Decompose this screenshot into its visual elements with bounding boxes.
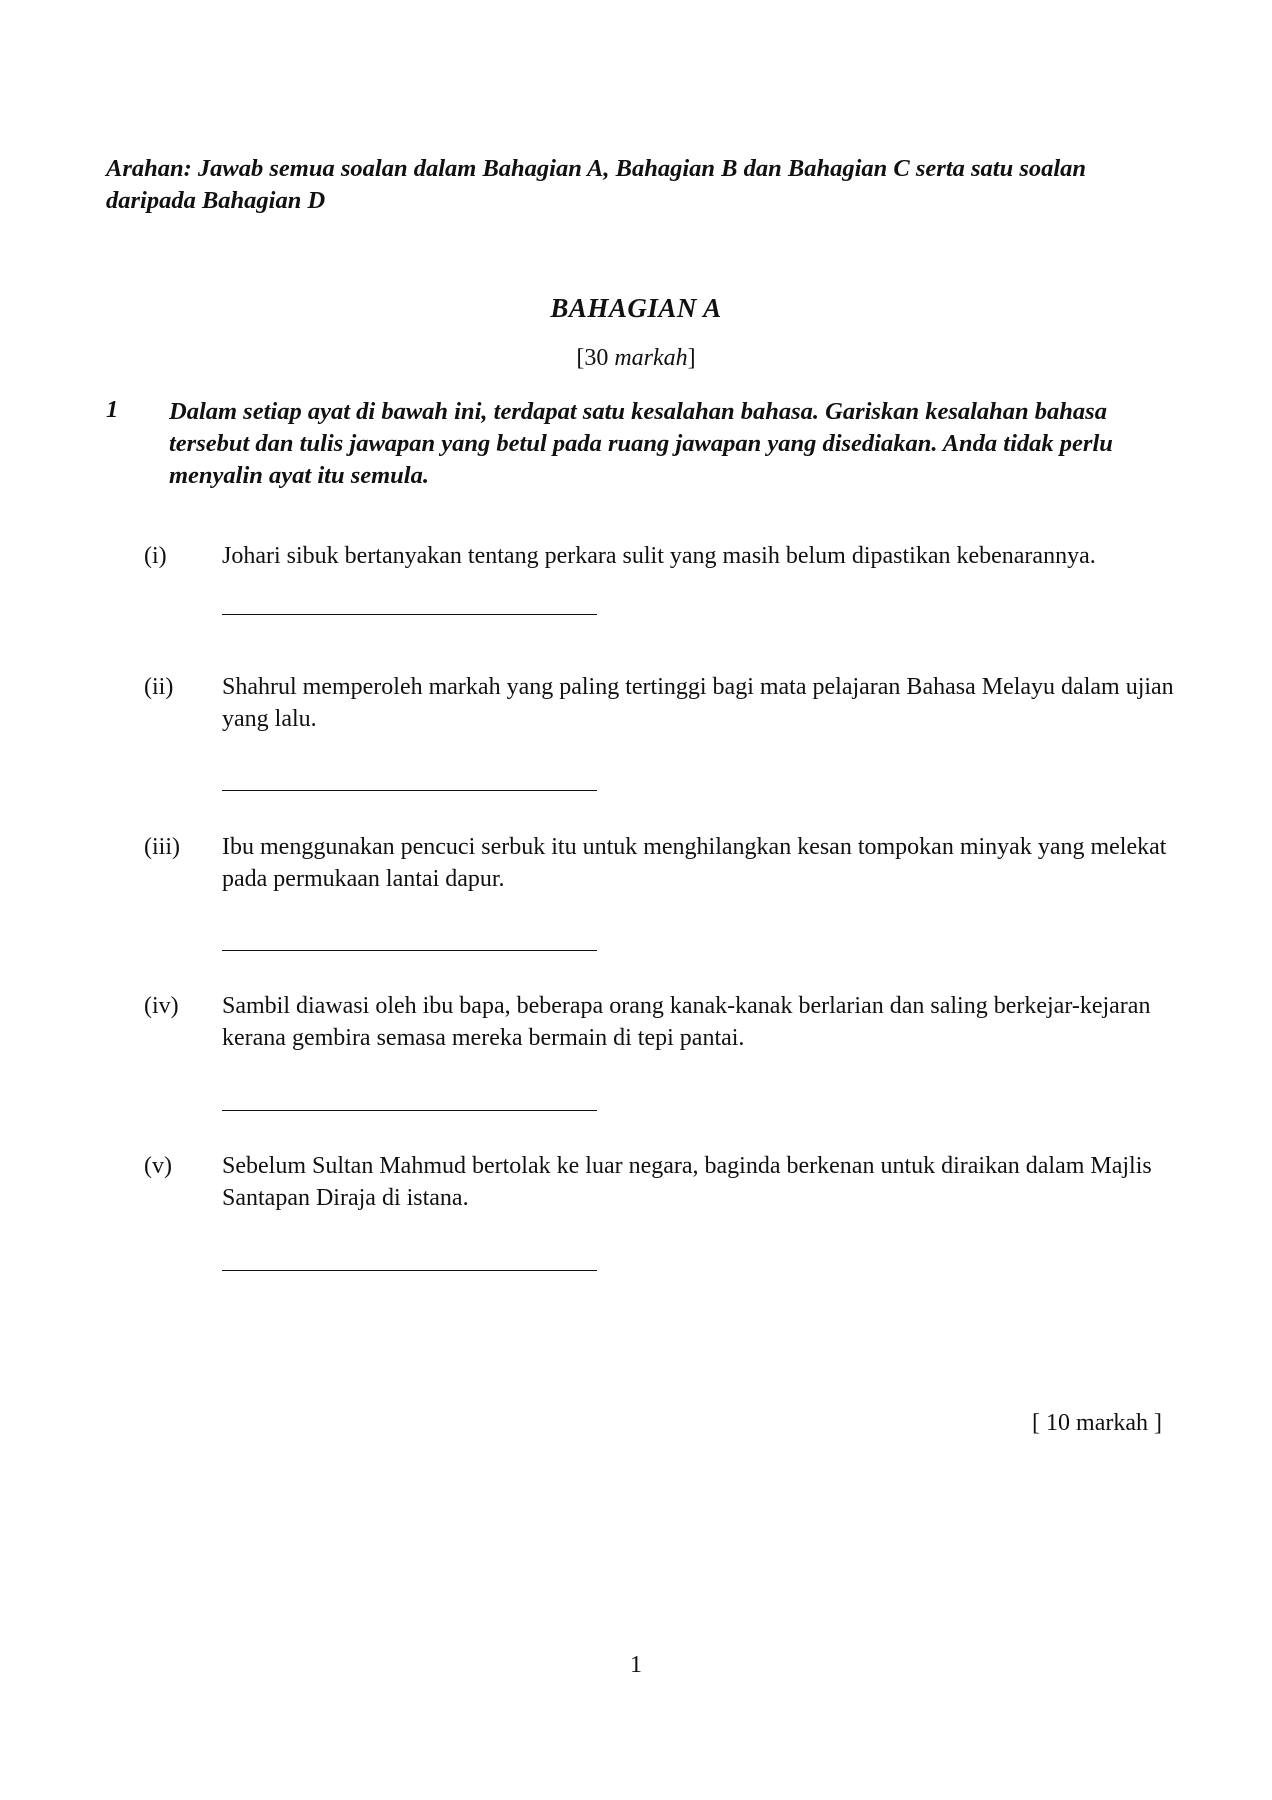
item-label: (iv) — [144, 993, 179, 1019]
answer-line[interactable] — [222, 1110, 597, 1111]
item-text: Ibu menggunakan pencuci serbuk itu untuk menghilangkan kesan tompokan minyak yang melekat pada permukaan lantai dapur. — [222, 834, 1167, 892]
item-text: Sebelum Sultan Mahmud bertolak ke luar negara, baginda berkenan untuk diraikan dalam Majlis Santapan Diraja di istana. — [222, 1153, 1152, 1211]
instruction-label: Arahan — [106, 155, 184, 182]
item-label: (i) — [144, 543, 167, 569]
item-text: Sambil diawasi oleh ibu bapa, beberapa orang kanak-kanak berlarian dan saling berkejar-kejaran kerana gembira semasa mereka bermain di tepi pantai. — [222, 993, 1151, 1051]
instruction — [106, 153, 1176, 217]
item-label: (v) — [144, 1153, 172, 1179]
instruction-text: : Jawab semua soalan dalam Bahagian A, Bahagian B dan Bahagian C serta satu soalan daripada Bahagian D — [106, 155, 1087, 214]
section-marks — [0, 345, 1272, 372]
answer-line[interactable] — [222, 950, 597, 951]
answer-line[interactable] — [222, 1270, 597, 1271]
section-title: BAHAGIAN A — [550, 293, 722, 323]
section-marks-open: [30 — [576, 345, 615, 371]
question-number: 1 — [106, 396, 119, 423]
question-text: Dalam setiap ayat di bawah ini, terdapat satu kesalahan bahasa. Gariskan kesalahan bahasa tersebut dan tulis jawapan yang betul pada ruang jawapan yang disediakan. Anda tidak perlu menyalin ayat itu semula. — [169, 398, 1113, 489]
answer-line[interactable] — [222, 614, 597, 615]
item-text: Shahrul memperoleh markah yang paling tertinggi bagi mata pelajaran Bahasa Melayu dalam ujian yang lalu. — [222, 674, 1174, 732]
item-label: (iii) — [144, 834, 180, 860]
item-label: (ii) — [144, 674, 174, 700]
answer-line[interactable] — [222, 790, 597, 791]
section-marks-close: ] — [687, 345, 696, 371]
total-marks: [ 10 markah ] — [1032, 1410, 1162, 1436]
item-text: Johari sibuk bertanyakan tentang perkara sulit yang masih belum dipastikan kebenarannya. — [222, 543, 1096, 569]
section-marks-word: markah — [614, 345, 688, 371]
page-number: 1 — [630, 1652, 642, 1678]
